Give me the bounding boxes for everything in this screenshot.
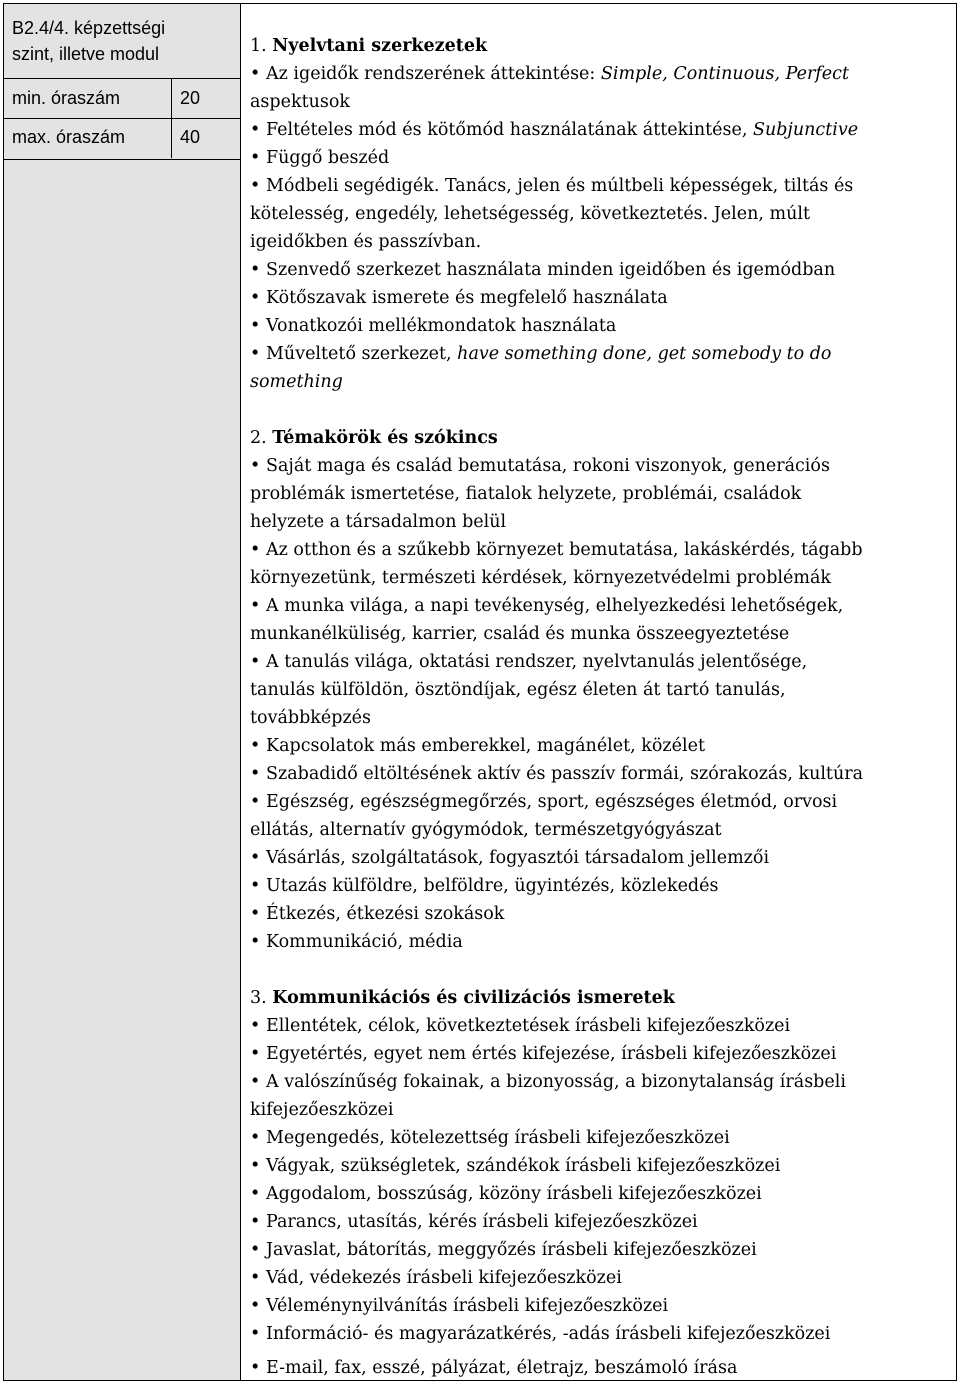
module-label-line2: szint, illetve modul <box>12 44 160 64</box>
bullet-icon: • <box>250 932 261 952</box>
bullet-icon: • <box>250 1268 261 1288</box>
list-item: • Egészség, egészségmegőrzés, sport, egészséges életmód, orvosi <box>250 788 950 816</box>
bullet-icon: • <box>250 1296 261 1316</box>
bullet-icon: • <box>250 456 261 476</box>
bullet-icon: • <box>250 1128 261 1148</box>
list-item: • Kapcsolatok más emberekkel, magánélet, közélet <box>250 732 950 760</box>
list-item-continuation: something <box>250 372 343 392</box>
list-item: • Vásárlás, szolgáltatások, fogyasztói társadalom jellemzői <box>250 844 950 872</box>
bullet-icon: • <box>250 1072 261 1092</box>
content-column <box>250 32 950 1382</box>
bullet-icon: • <box>250 1212 261 1232</box>
hours-column-divider <box>171 78 172 158</box>
bullet-icon: • <box>250 120 261 140</box>
section-spacer <box>250 396 950 424</box>
list-item-continuation: helyzete a társadalmon belül <box>250 512 507 532</box>
list-item: • Vonatkozói mellékmondatok használata <box>250 312 950 340</box>
list-item: • Módbeli segédigék. Tanács, jelen és múltbeli képességek, tiltás és <box>250 172 950 200</box>
bullet-icon: • <box>250 1044 261 1064</box>
bullet-icon: • <box>250 1240 261 1260</box>
list-item-continuation: tanulás külföldön, ösztöndíjak, egész életen át tartó tanulás, <box>250 680 786 700</box>
bullet-icon: • <box>250 176 261 196</box>
list-item: • A tanulás világa, oktatási rendszer, nyelvtanulás jelentősége, <box>250 648 950 676</box>
module-info-column <box>3 3 241 1381</box>
list-item-continuation: problémák ismertetése, fiatalok helyzete, problémái, családok <box>250 484 802 504</box>
section-heading: 3. Kommunikációs és civilizációs ismeretek <box>250 988 675 1008</box>
bullet-icon: • <box>250 540 261 560</box>
list-item: • Megengedés, kötelezettség írásbeli kifejezőeszközei <box>250 1124 950 1152</box>
bullet-icon: • <box>250 1184 261 1204</box>
list-item: • E-mail, fax, esszé, pályázat, életrajz, beszámoló írása <box>250 1354 950 1382</box>
list-item: • Aggodalom, bosszúság, közöny írásbeli kifejezőeszközei <box>250 1180 950 1208</box>
bullet-icon: • <box>250 1016 261 1036</box>
list-item-continuation: igeidőkben és passzívban. <box>250 232 482 252</box>
section-heading: 2. Témakörök és szókincs <box>250 428 498 448</box>
module-label-cell <box>4 4 240 79</box>
bullet-icon: • <box>250 1358 261 1378</box>
bullet-icon: • <box>250 316 261 336</box>
bullet-icon: • <box>250 764 261 784</box>
list-item: • Vágyak, szükségletek, szándékok írásbeli kifejezőeszközei <box>250 1152 950 1180</box>
bullet-icon: • <box>250 596 261 616</box>
list-item-continuation: környezetünk, természeti kérdések, környezetvédelmi problémák <box>250 568 831 588</box>
list-item: • A valószínűség fokainak, a bizonyosság, a bizonytalanság írásbeli <box>250 1068 950 1096</box>
min-hours-label: min. óraszám <box>12 88 121 108</box>
list-item: • Étkezés, étkezési szokások <box>250 900 950 928</box>
section-title: Nyelvtani szerkezetek <box>272 36 488 56</box>
list-item: • Ellentétek, célok, következtetések írásbeli kifejezőeszközei <box>250 1012 950 1040</box>
list-item: • Az otthon és a szűkebb környezet bemutatása, lakáskérdés, tágabb <box>250 536 950 564</box>
section-title: Kommunikációs és civilizációs ismeretek <box>272 988 675 1008</box>
bullet-icon: • <box>250 652 261 672</box>
list-item-continuation: munkanélküliség, karrier, család és munka összeegyeztetése <box>250 624 790 644</box>
list-item: • Függő beszéd <box>250 144 950 172</box>
list-item: • Saját maga és család bemutatása, rokoni viszonyok, generációs <box>250 452 950 480</box>
bullet-icon: • <box>250 288 261 308</box>
section-title: Témakörök és szókincs <box>272 428 498 448</box>
bullet-icon: • <box>250 876 261 896</box>
list-item: • Feltételes mód és kötőmód használatának áttekintése, Subjunctive <box>250 116 950 144</box>
list-item-continuation: továbbképzés <box>250 708 372 728</box>
max-hours-label: max. óraszám <box>12 127 126 147</box>
list-item-continuation: aspektusok <box>250 92 351 112</box>
bullet-icon: • <box>250 848 261 868</box>
max-hours-row <box>4 119 240 160</box>
list-item: • Műveltető szerkezet, have something done, get somebody to do <box>250 340 950 368</box>
bullet-icon: • <box>250 904 261 924</box>
bullet-icon: • <box>250 148 261 168</box>
list-item: • Kötőszavak ismerete és megfelelő használata <box>250 284 950 312</box>
list-item: • Utazás külföldre, belföldre, ügyintézés, közlekedés <box>250 872 950 900</box>
list-item: • Információ- és magyarázatkérés, -adás írásbeli kifejezőeszközei <box>250 1320 950 1348</box>
bullet-icon: • <box>250 344 261 364</box>
bullet-icon: • <box>250 1156 261 1176</box>
list-item: • A munka világa, a napi tevékenység, elhelyezkedési lehetőségek, <box>250 592 950 620</box>
list-item: • Vád, védekezés írásbeli kifejezőeszközei <box>250 1264 950 1292</box>
list-item-continuation: kifejezőeszközei <box>250 1100 394 1120</box>
section-heading: 1. Nyelvtani szerkezetek <box>250 36 488 56</box>
bullet-icon: • <box>250 736 261 756</box>
list-item-continuation: kötelesség, engedély, lehetségesség, következtetés. Jelen, múlt <box>250 204 811 224</box>
bullet-icon: • <box>250 792 261 812</box>
bullet-icon: • <box>250 64 261 84</box>
bullet-icon: • <box>250 1324 261 1344</box>
list-item: • Egyetértés, egyet nem értés kifejezése, írásbeli kifejezőeszközei <box>250 1040 950 1068</box>
module-label-line1: B2.4/4. képzettségi <box>12 18 166 38</box>
max-hours-value: 40 <box>180 127 201 147</box>
list-item: • Véleménynyilvánítás írásbeli kifejezőeszközei <box>250 1292 950 1320</box>
bullet-icon: • <box>250 260 261 280</box>
min-hours-value: 20 <box>180 88 201 108</box>
list-item-continuation: ellátás, alternatív gyógymódok, természetgyógyászat <box>250 820 722 840</box>
list-item: • Parancs, utasítás, kérés írásbeli kifejezőeszközei <box>250 1208 950 1236</box>
list-item: • Javaslat, bátorítás, meggyőzés írásbeli kifejezőeszközei <box>250 1236 950 1264</box>
list-item: • Szabadidő eltöltésének aktív és passzív formái, szórakozás, kultúra <box>250 760 950 788</box>
list-item: • Kommunikáció, média <box>250 928 950 956</box>
min-hours-row <box>4 78 240 119</box>
section-spacer <box>250 956 950 984</box>
list-item: • Az igeidők rendszerének áttekintése: Simple, Continuous, Perfect <box>250 60 950 88</box>
list-item: • Szenvedő szerkezet használata minden igeidőben és igemódban <box>250 256 950 284</box>
